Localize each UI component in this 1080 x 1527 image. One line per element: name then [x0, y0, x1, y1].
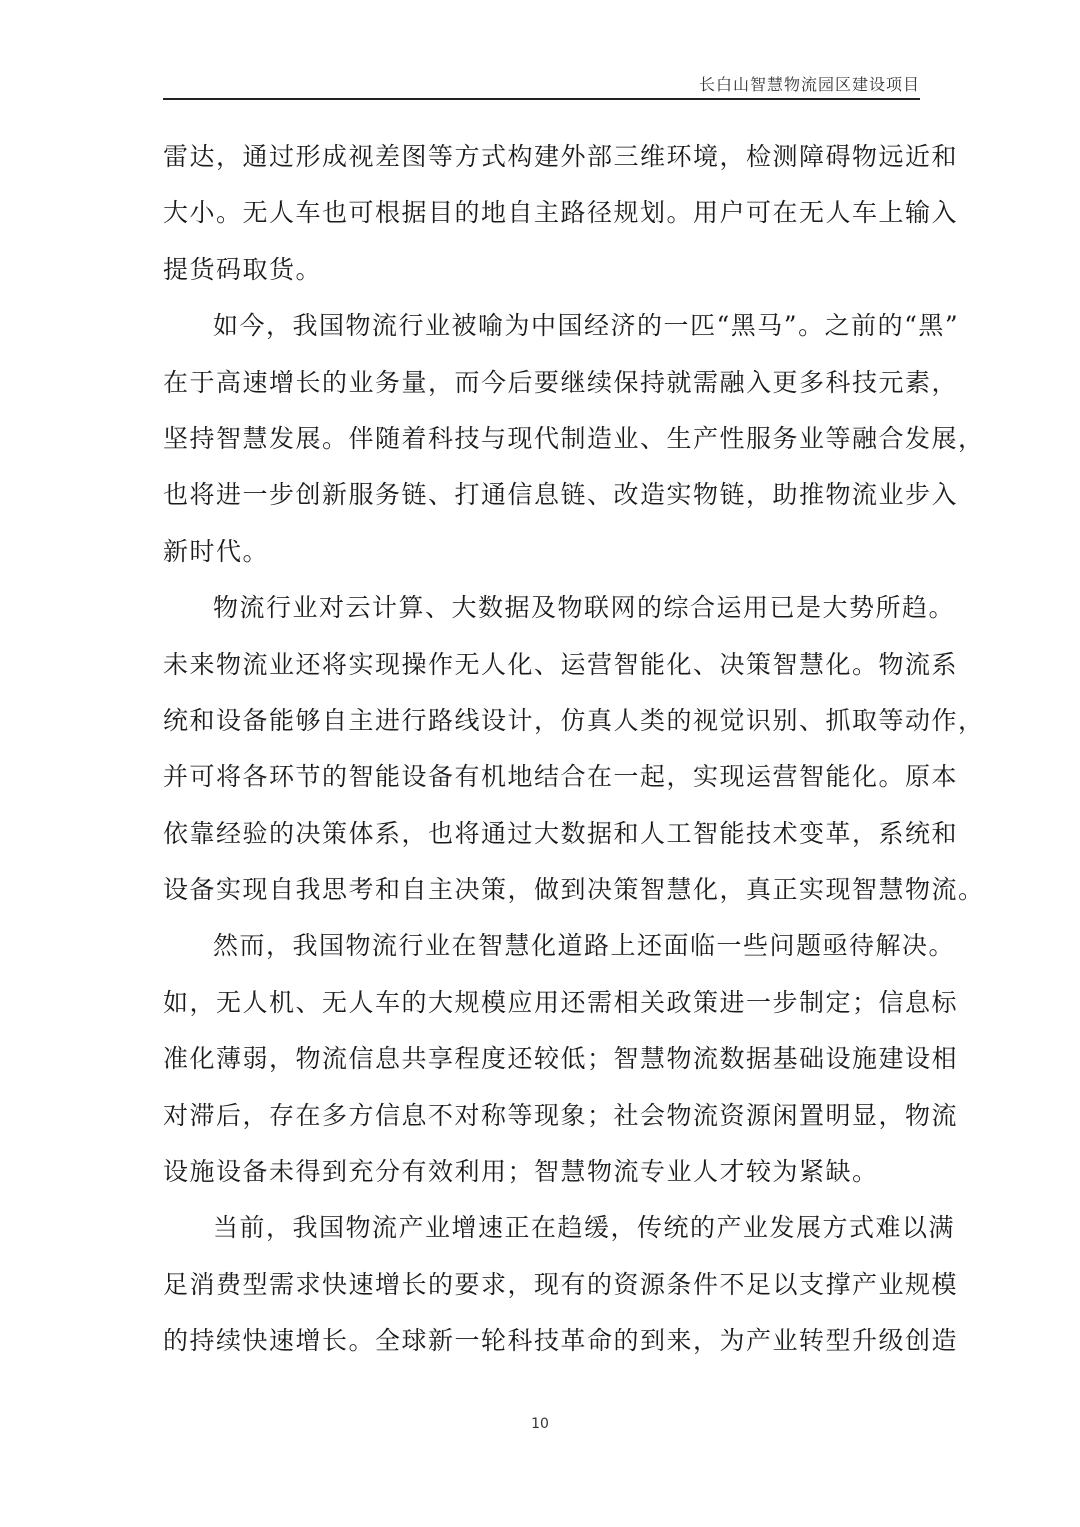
text-line: 设施设备未得到充分有效利用；智慧物流专业人才较为紧缺。	[163, 1157, 879, 1187]
text-line: 如，无人机、无人车的大规模应用还需相关政策进一步制定；信息标	[163, 987, 959, 1017]
text-line: 也将进一步创新服务链、打通信息链、改造实物链，助推物流业步入	[163, 480, 959, 510]
text-line: 在于高速增长的业务量，而今后要继续保持就需融入更多科技元素，	[163, 367, 959, 397]
text-line: 依靠经验的决策体系，也将通过大数据和人工智能技术变革，系统和	[163, 818, 959, 848]
text-line: 然而，我国物流行业在智慧化道路上还面临一些问题亟待解决。	[213, 931, 956, 961]
page-number: 10	[531, 1416, 549, 1432]
page-header	[163, 74, 920, 100]
paragraph	[163, 129, 959, 298]
text-line: 新时代。	[163, 536, 270, 566]
paragraph	[163, 918, 959, 1200]
text-line: 统和设备能够自主进行路线设计，仿真人类的视觉识别、抓取等动作，	[163, 705, 985, 735]
text-line: 雷达，通过形成视差图等方式构建外部三维环境，检测障碍物远近和	[163, 142, 959, 171]
text-line: 坚持智慧发展。伴随着科技与现代制造业、生产性服务业等融合发展，	[163, 423, 985, 453]
text-line: 如今，我国物流行业被喻为中国经济的一匹“黑马”。之前的“黑”	[213, 311, 960, 341]
text-line: 大小。无人车也可根据目的地自主路径规划。用户可在无人车上输入	[163, 198, 959, 228]
paragraph	[163, 1200, 959, 1369]
body-text	[163, 129, 985, 1370]
paragraph	[163, 298, 985, 580]
header-title: 长白山智慧物流园区建设项目	[698, 75, 920, 94]
text-line: 准化薄弱，物流信息共享程度还较低；智慧物流数据基础设施建设相	[163, 1044, 959, 1074]
paragraph	[163, 580, 985, 918]
text-line: 物流行业对云计算、大数据及物联网的综合运用已是大势所趋。	[213, 593, 956, 623]
text-line: 设备实现自我思考和自主决策，做到决策智慧化，真正实现智慧物流。	[163, 875, 985, 905]
text-line: 的持续快速增长。全球新一轮科技革命的到来，为产业转型升级创造	[163, 1326, 959, 1356]
text-line: 当前，我国物流产业增速正在趋缓，传统的产业发展方式难以满	[213, 1213, 956, 1243]
text-line: 并可将各环节的智能设备有机地结合在一起，实现运营智能化。原本	[163, 762, 959, 792]
text-line: 足消费型需求快速增长的要求，现有的资源条件不足以支撑产业规模	[163, 1269, 959, 1299]
text-line: 未来物流业还将实现操作无人化、运营智能化、决策智慧化。物流系	[163, 649, 959, 679]
text-line: 对滞后，存在多方信息不对称等现象；社会物流资源闲置明显，物流	[163, 1100, 959, 1130]
text-line: 提货码取货。	[163, 254, 323, 284]
